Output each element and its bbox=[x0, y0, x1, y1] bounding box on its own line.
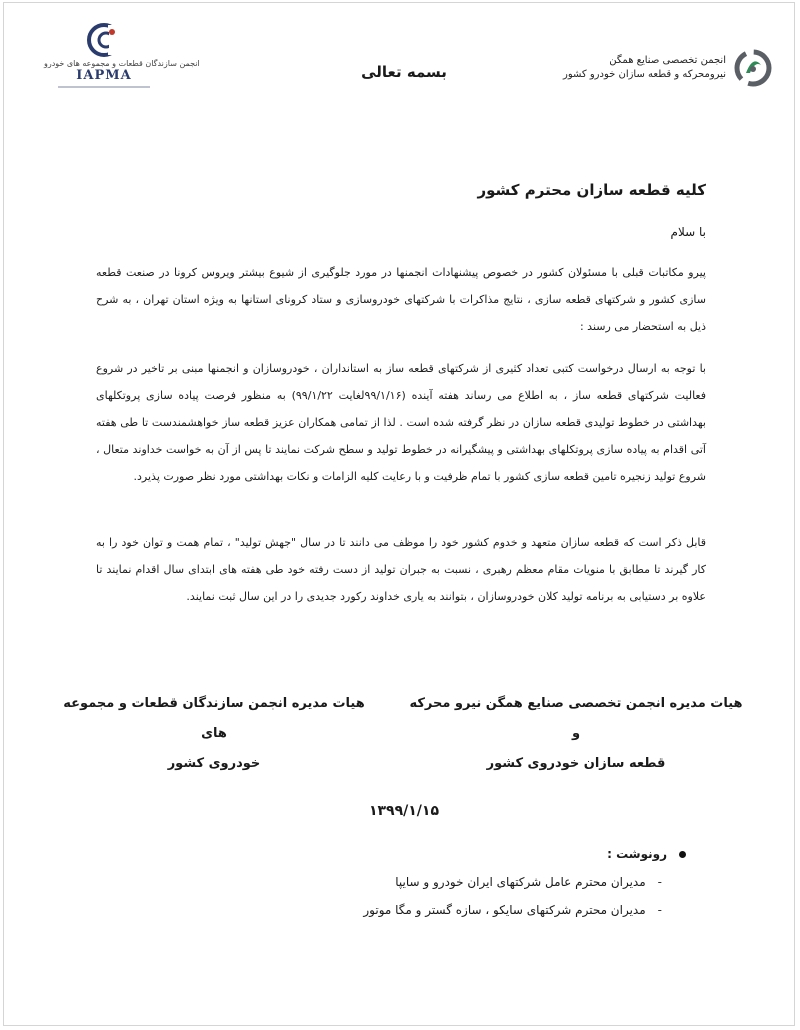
letter-page bbox=[3, 2, 795, 1026]
signature-right-line1: هیات مدیره انجمن تخصصی صنایع همگن نیرو محرکه و bbox=[409, 696, 743, 741]
cc-recipient: مدیران محترم عامل شرکتهای ایران خودرو و سایپا bbox=[395, 875, 646, 889]
association-name-line1: انجمن تخصصی صنایع همگن bbox=[609, 55, 726, 66]
letter-paragraph-1: پیرو مکاتبات قبلی با مسئولان کشور در خصوص پیشنهادات انجمنها در مورد جلوگیری از شیوع بیشتر ویروس کرونا در صنعت قطعه سازی کشور و شرکتهای قطعه سازی ، نتایج مذاکرات با شرکتهای خودروسازی و ستاد کرونای استانها به ویژه استان تهران ، به شرح ذیل به استحضار می رسند : bbox=[96, 266, 706, 333]
letter-paragraph-3: قابل ذکر است که قطعه سازان متعهد و خدوم کشور خود را موظف می دانند تا در سال "جهش تولید" ، تمام همت و توان خود را به کار گیرند تا مطابق با منویات مقام معظم رهبری ، نسبت به جبران تولید از دست رفته خود طی هفته های ابتدای سال اقدام نمایند تا علاوه بر دستیابی به برنامه تولید کلان خودروسازان ، بتوانند به یاری خداوند رکورد جدیدی را در این سال ثبت نمایند. bbox=[96, 536, 706, 603]
signature-left-line2: خودروی کشور bbox=[167, 756, 261, 771]
logo-subtext-line bbox=[58, 86, 150, 88]
signature-right-line2: قطعه سازان خودروی کشور bbox=[486, 756, 666, 771]
bullet-icon bbox=[679, 851, 686, 858]
association-emblem-icon bbox=[734, 49, 772, 87]
signature-left-line1: هیات مدیره انجمن سازندگان قطعات و مجموعه های bbox=[63, 696, 365, 741]
cc-recipient: مدیران محترم شرکتهای سایکو ، سازه گستر و مگا موتور bbox=[363, 903, 646, 917]
iapma-logo bbox=[44, 23, 200, 103]
cc-list bbox=[363, 875, 686, 917]
association-name-line2: نیرومحرکه و قطعه سازان خودرو کشور bbox=[562, 69, 726, 80]
list-item bbox=[363, 903, 686, 917]
carbon-copy-section bbox=[363, 847, 686, 931]
letter-recipient: کلیه قطعه سازان محترم کشور bbox=[477, 181, 706, 199]
iapma-abbreviation: IAPMA bbox=[76, 68, 132, 83]
list-item bbox=[363, 875, 686, 889]
dash-icon: - bbox=[657, 903, 662, 917]
association-logo bbox=[563, 43, 772, 93]
cc-title-label: رونوشت : bbox=[607, 847, 667, 861]
letter-greeting: با سلام bbox=[670, 225, 706, 239]
dash-icon: - bbox=[657, 875, 662, 889]
letter-date: ۱۳۹۹/۱/۱۵ bbox=[368, 803, 440, 819]
iapma-emblem-icon bbox=[82, 23, 126, 57]
cc-title bbox=[363, 847, 686, 861]
letter-paragraph-2: با توجه به ارسال درخواست کتبی تعداد کثیری از شرکتهای قطعه ساز به استانداران ، خودروسازان و انجمنها مبنی بر تاخیر در شروع فعالیت شرکتهای قطعه ساز ، به اطلاع می رساند هفته آینده (۹۹/۱/۱۶لغایت ۹۹/۱/۲۲) به منظور فرصت پیاده سازی پروتکلهای بهداشتی در خطوط تولیدی قطعه سازان در نظر گرفته شده است . لذا از تمامی همکاران عزیز قطعه ساز خواهشمندست تا طی هفته آتی اقدام به پیاده سازی پروتکلهای بهداشتی و پیشگیرانه در خطوط تولید و سطح شرکت نمایند تا پس از آن به خواست خداوند متعال ، شروع تولید زنجیره تامین قطعه سازی کشور با تمام ظرفیت و با رعایت کلیه الزامات و نکات بهداشتی مورد نظر صورت پذیرد. bbox=[96, 362, 706, 483]
signature-block-iapma bbox=[54, 689, 374, 779]
invocation-heading: بسمه تعالی bbox=[361, 63, 447, 81]
iapma-logo-script: انجمن سازندگان قطعات و مجموعه های خودرو bbox=[44, 59, 200, 68]
association-name bbox=[563, 54, 726, 82]
signature-block-powertrain-association bbox=[406, 689, 746, 779]
